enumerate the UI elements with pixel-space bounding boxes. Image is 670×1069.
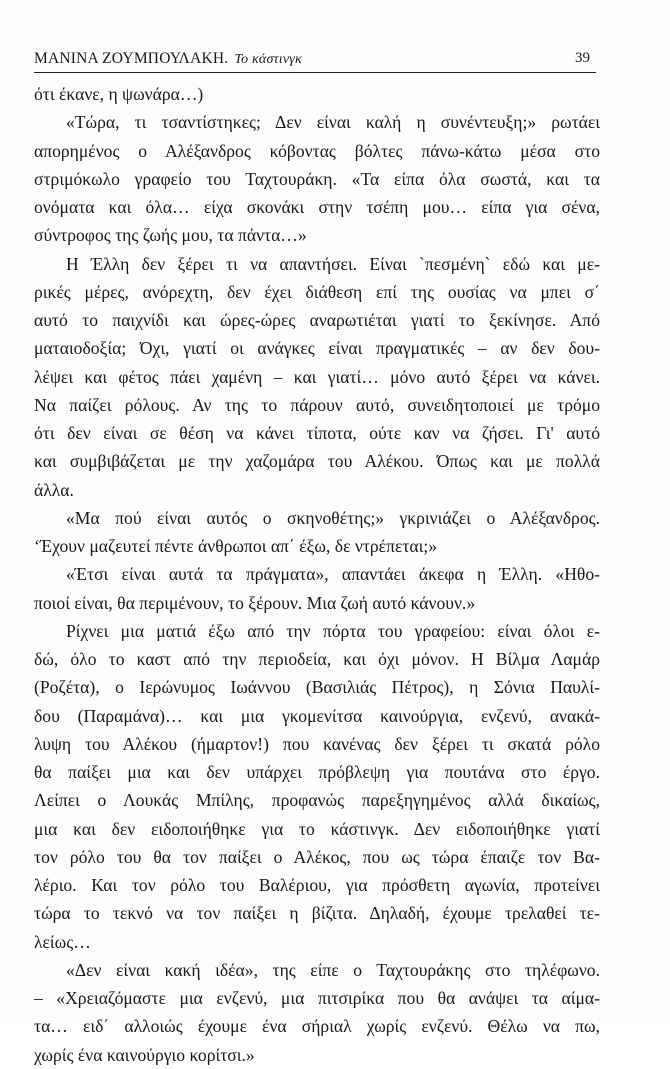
book-title: Το κάστινγκ bbox=[234, 52, 302, 67]
text-line: τα… ειδ΄ αλλοιώς έχουμε ένα σήριαλ χωρίς ενζενύ. Θέλω να πω, bbox=[34, 1016, 600, 1037]
running-head bbox=[34, 50, 302, 68]
text-line: σύντροφος της ζωής μου, τα πάντα…» bbox=[34, 225, 307, 246]
text-line: «Έτσι είναι αυτά τα πράγματα», απαντάει άκεφα η Έλλη. «Ηθο- bbox=[66, 564, 600, 585]
text-line: – «Χρειαζόμαστε μια ενζενύ, μια πιτσιρίκα που θα ανάψει τα αίμα- bbox=[34, 988, 600, 1008]
text-line: άλλα. bbox=[34, 479, 74, 500]
text-line: τον ρόλο του θα τον παίξει ο Αλέκος, που ως τώρα έπαιζε τον Βα- bbox=[34, 846, 600, 867]
text-line: δου (Παραμάνα)… και μια γκομενίτσα καινούργια, ενζενύ, ανακά- bbox=[34, 705, 600, 726]
text-line: μια και δεν ειδοποιήθηκε για το κάστινγκ. Δεν ειδοποιήθηκε γιατί bbox=[34, 818, 600, 839]
text-line: «Μα πού είναι αυτός ο σκηνοθέτης;» γκρινιάζει ο Αλέξανδρος. bbox=[66, 507, 600, 528]
text-line: «Τώρα, τι τσαντίστηκες; Δεν είναι καλή η συνέντευξη;» ρωτάει bbox=[66, 112, 600, 133]
text-line: ποιοί είναι, θα περιμένουν, το ξέρουν. Μια ζωή αυτό κάνουν.» bbox=[34, 592, 476, 613]
text-line: στριμόκωλο γραφείο του Ταχτουράκη. «Τα είπα όλα σωστά, και τα bbox=[34, 168, 600, 189]
text-line: λέριο. Και τον ρόλο του Βαλέριου, για πρόσθετη αγωνία, προτείνει bbox=[34, 875, 600, 895]
text-line: ονόματα και όλα… είχα σκονάκι στην τσέπη μου… είπα για σένα, bbox=[34, 197, 600, 217]
text-line: δώ, όλο το καστ από την περιοδεία, και όχι μόνον. Η Βίλμα Λαμάρ bbox=[34, 649, 600, 669]
text-line: και συμβιβάζεται με την χαζομάρα του Αλέκου. Όπως και με πολλά bbox=[34, 451, 600, 472]
text-line: Ρίχνει μια ματιά έξω από την πόρτα του γραφείου: είναι όλοι ε- bbox=[66, 620, 600, 641]
text-line: Να παίζει ρόλους. Αν της το πάρουν αυτό, συνειδητοποιεί με τρόμο bbox=[34, 394, 600, 415]
text-line: λυψη του Αλέκου (ήμαρτον!) που κανένας δεν ξέρει τι σκατά ρόλο bbox=[34, 733, 600, 754]
text-line: θα παίξει μια και δεν υπάρχει πρόβλεψη για πουτάνα στο έργο. bbox=[34, 762, 600, 782]
text-line: λείως… bbox=[34, 931, 91, 952]
text-line: λέψει και φέτος πάει χαμένη – και γιατί… μόνο αυτό ξέρει να κάνει. bbox=[34, 366, 600, 387]
text-line: απορημένος ο Αλέξανδρος κόβοντας βόλτες πάνω-κάτω μέσα στο bbox=[34, 140, 600, 161]
text-line: ματαιοδοξία; Όχι, γιατί οι ανάγκες είναι πραγματικές – αν δεν δου- bbox=[34, 338, 600, 359]
text-line: χωρίς ένα καινούργιο κορίτσι.» bbox=[34, 1044, 255, 1065]
running-header bbox=[34, 48, 596, 73]
text-line: ότι δεν είναι σε θέση να κάνει τίποτα, ούτε καν να ζήσει. Γι' αυτό bbox=[34, 423, 600, 443]
text-line: αυτό το παιχνίδι και ώρες-ώρες αναρωτιέται γιατί το ξεκίνησε. Από bbox=[34, 310, 600, 330]
author-name: ΜΑΝΙΝΑ ΖΟΥΜΠΟΥΛΑΚΗ. bbox=[34, 50, 229, 67]
text-line: (Ροζέτα), ο Ιερώνυμος Ιωάννου (Βασιλιάς Πέτρος), η Σόνια Παυλί- bbox=[34, 677, 600, 698]
text-line: ρικές μέρες, ανόρεχτη, δεν έχει διάθεση επί της ουσίας να μπει σ΄ bbox=[34, 281, 600, 302]
text-line: ότι έκανε, η ψωνάρα…) bbox=[34, 84, 204, 104]
text-line: τώρα το τεκνό να τον παίξει η βίζιτα. Δηλαδή, έχουμε τρελαθεί τε- bbox=[34, 903, 600, 924]
text-line: ‘Έχουν μαζευτεί πέντε άνθρωποι απ΄ έξω, δε ντρέπεται;» bbox=[34, 536, 438, 556]
page-number: 39 bbox=[575, 50, 590, 66]
text-line: Λείπει ο Λουκάς Μπίλης, προφανώς παρεξηγημένος αλλά δικαίως, bbox=[34, 790, 600, 811]
text-line: «Δεν είναι κακή ιδέα», της είπε ο Ταχτουράκης στο τηλέφωνο. bbox=[66, 959, 600, 980]
text-line: Η Έλλη δεν ξέρει τι να απαντήσει. Είναι `πεσμένη` εδώ και με- bbox=[66, 253, 600, 274]
body-text bbox=[34, 80, 600, 1069]
